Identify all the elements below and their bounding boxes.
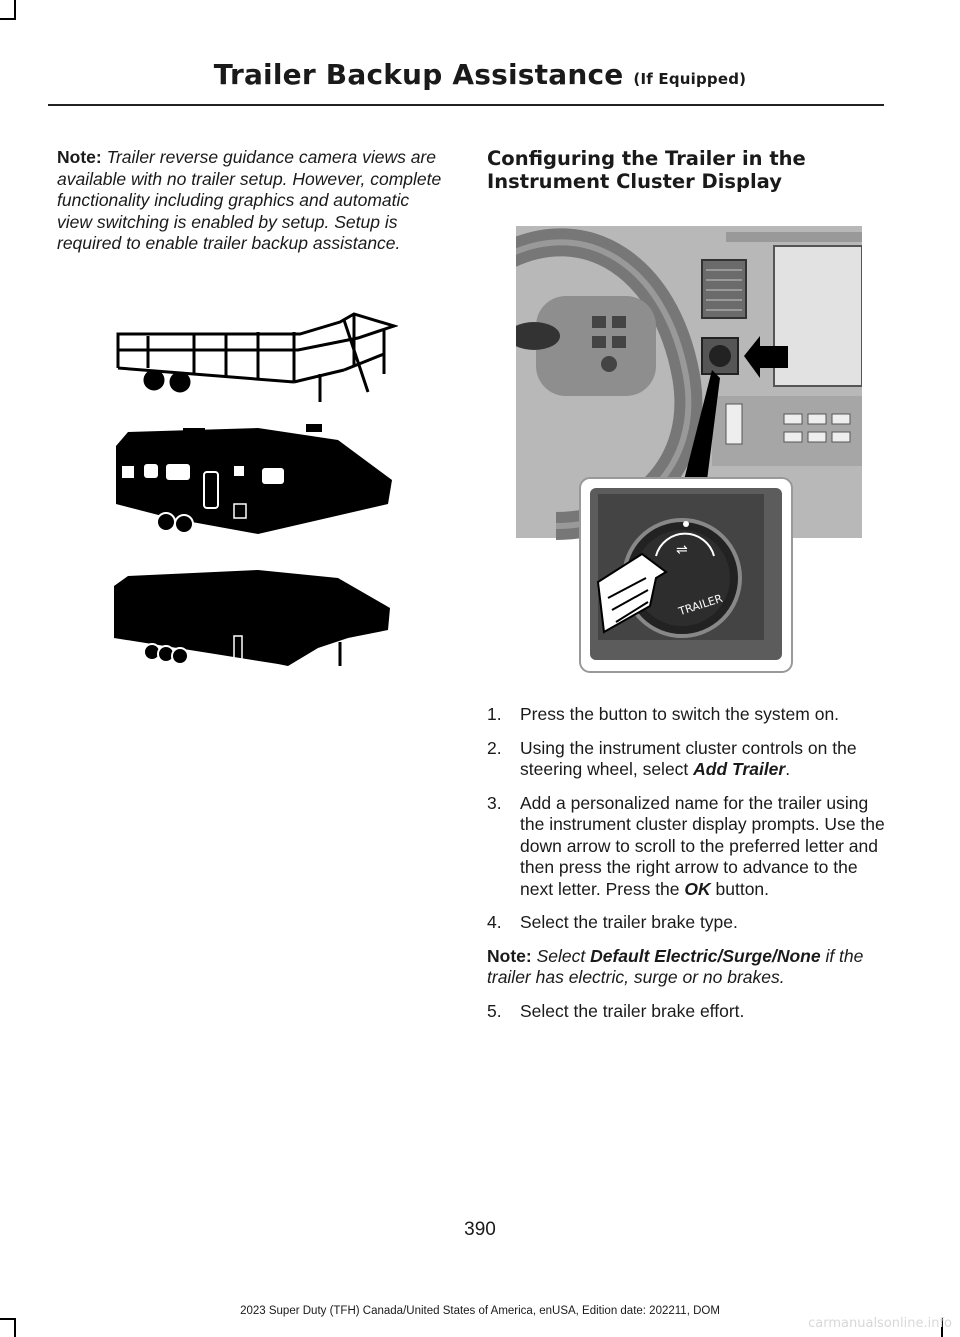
step-number: 1.: [487, 704, 502, 724]
list-item: [487, 912, 887, 934]
knob-trailer-label: TRAILER: [677, 591, 725, 619]
svg-text:⇌: ⇌: [676, 542, 688, 558]
section-heading: Configuring the Trailer in the Instrument Cluster Display: [487, 147, 806, 193]
step-emphasis: OK: [684, 878, 711, 899]
step-text: Using the instrument cluster controls on the steering wheel, select: [520, 737, 857, 779]
note-emphasis-2: Default Electric/Surge/None: [590, 945, 821, 966]
list-item: [487, 793, 887, 901]
step-text-end: .: [785, 759, 791, 779]
note-paragraph-2: [487, 946, 887, 989]
page-title: [0, 58, 960, 91]
steps-list-continued: [487, 1001, 887, 1023]
step-text: Select the trailer brake effort.: [520, 1000, 745, 1021]
gooseneck-flatbed-trailer-illustration: [118, 314, 394, 402]
header-divider: [48, 104, 884, 106]
travel-trailer-illustration: [116, 424, 392, 534]
enclosed-trailer-illustration: [114, 570, 390, 666]
crop-mark: [14, 0, 16, 20]
step-text-end: button.: [710, 878, 770, 899]
step-text: Add a personalized name for the trailer using the instrument cluster display prompts. Use the down arrow to scroll to the preferred letter and then press the right arrow to advance to the next letter. Press the: [520, 792, 885, 899]
footer-edition-info: 2023 Super Duty (TFH) Canada/United States of America, enUSA, Edition date: 202211, DOM: [240, 1305, 720, 1317]
page-title-text: Trailer Backup Assistance: [213, 58, 624, 91]
note-label-2: Note:: [487, 945, 532, 966]
instrument-panel-illustration: [516, 226, 862, 674]
step-text: Select the trailer brake type.: [520, 912, 738, 932]
step-number: 2.: [487, 737, 502, 758]
list-item: [487, 1001, 887, 1023]
steps-block: [487, 704, 887, 1034]
step-emphasis: Add Trailer: [693, 759, 786, 779]
trailer-types-illustration: [108, 308, 398, 676]
note-paragraph: [57, 147, 449, 255]
watermark: carmanualsonline.info: [808, 1316, 952, 1331]
list-item: [487, 704, 887, 726]
step-number: 3.: [487, 792, 502, 813]
page-number: 390: [464, 1219, 496, 1240]
page-title-subtitle: (If Equipped): [633, 70, 747, 88]
note-label: Note:: [57, 147, 102, 167]
note-text: Trailer reverse guidance camera views are available with no trailer setup. However, complete functionality including graphics and automatic view switching is enabled by setup. Setup is required to enable trailer backup assistance.: [57, 147, 442, 253]
crop-mark: [0, 18, 16, 20]
step-number: 5.: [487, 1000, 502, 1021]
crop-mark: [0, 1318, 16, 1320]
step-text: Press the button to switch the system on.: [520, 704, 840, 724]
list-item: [487, 738, 887, 781]
crop-mark: [14, 1318, 16, 1337]
step-number: 4.: [487, 912, 502, 932]
note-text-2-end: if the trailer has electric, surge or no brakes.: [487, 945, 864, 987]
right-column: [487, 147, 887, 193]
steps-list: [487, 704, 887, 934]
left-column: [57, 147, 449, 255]
note-text-2: Select: [536, 945, 591, 966]
